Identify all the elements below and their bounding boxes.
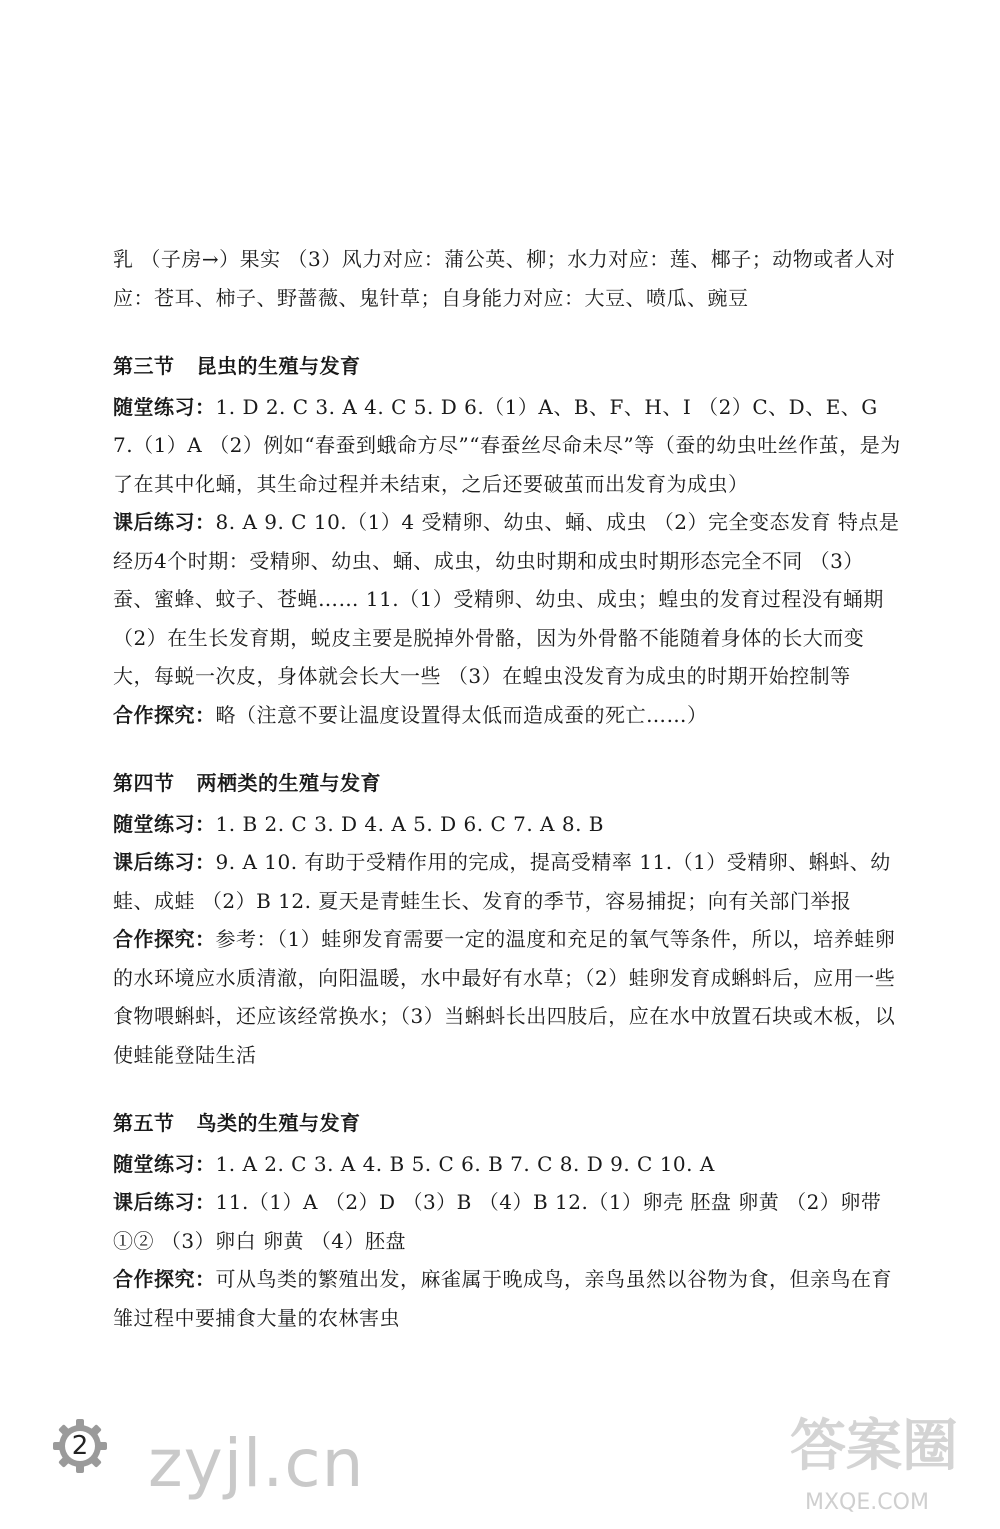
- block-text: 参考：（1）蛙卵发育需要一定的温度和充足的氧气等条件，所以，培养蛙卵的水环境应水质清澈，向阳温暖，水中最好有水草；（2）蛙卵发育成蝌蚪后，应用一些食物喂蝌蚪，还应该经常换水；（3）当蝌蚪长出四肢后，应在水中放置石块或木板，以使蛙能登陆生活: [113, 927, 896, 1067]
- section-title: [113, 347, 903, 386]
- answer-block: [113, 1260, 903, 1337]
- answer-block: [113, 503, 903, 696]
- intro-line: 应：苍耳、柿子、野蔷薇、鬼针草；自身能力对应：大豆、喷瓜、豌豆: [113, 285, 749, 310]
- block-label: 随堂练习：: [113, 1151, 216, 1176]
- answer-block: [113, 920, 903, 1074]
- answer-block: [113, 843, 903, 920]
- section-3: [113, 347, 903, 734]
- block-text: 1. B 2. C 3. D 4. A 5. D 6. C 7. A 8. B: [215, 811, 604, 836]
- block-label: 随堂练习：: [113, 811, 216, 836]
- block-label: 合作探究：: [113, 927, 216, 951]
- block-text: 9. A 10. 有助于受精作用的完成，提高受精率 11.（1）受精卵、蝌蚪、幼蛙、成蛙 （2）B 12. 夏天是青蛙生长、发育的季节，容易捕捉；向有关部门举报: [113, 850, 891, 913]
- intro-line: 乳 （子房→）果实 （3）风力对应：蒲公英、柳；水力对应：莲、椰子；动物或者人对: [113, 247, 896, 271]
- answer-block: [113, 1183, 903, 1260]
- section-title: [113, 1104, 903, 1143]
- section-name: 两栖类的生殖与发育: [196, 771, 381, 795]
- block-text: 1. A 2. C 3. A 4. B 5. C 6. B 7. C 8. D 9. C 10. A: [215, 1151, 715, 1176]
- section-number: 第三节: [113, 354, 175, 378]
- section-number: 第四节: [113, 771, 175, 795]
- section-4: [113, 764, 903, 1074]
- watermark-left: zyjl.cn: [148, 1425, 365, 1502]
- page-number-badge: [52, 1418, 108, 1474]
- answer-block: [113, 1145, 903, 1184]
- answer-content: [113, 240, 903, 1337]
- block-label: 课后练习：: [113, 510, 216, 534]
- watermark-right: 答案圈: [790, 1414, 958, 1479]
- answer-block: [113, 388, 903, 504]
- section-title: [113, 764, 903, 803]
- section-5: [113, 1104, 903, 1337]
- answer-block: [113, 805, 903, 844]
- block-text: 略（注意不要让温度设置得太低而造成蚕的死亡……）: [215, 702, 708, 727]
- watermark-right-url: MXQE.COM: [805, 1490, 929, 1515]
- block-text: 1. D 2. C 3. A 4. C 5. D 6.（1）A、B、F、H、I （2）C、D、E、G 7.（1）A （2）例如“春蚕到蛾命方尽”“春蚕丝尽命未尽”等（蚕的幼虫吐丝作茧，是为了在其中化蛹，其生命过程并未结束，之后还要破茧而出发育为成虫）: [113, 394, 901, 496]
- block-label: 课后练习：: [113, 1190, 216, 1214]
- page-number: 2: [71, 1431, 89, 1461]
- block-label: 课后练习：: [113, 850, 216, 874]
- block-label: 合作探究：: [113, 1267, 216, 1291]
- block-label: 随堂练习：: [113, 394, 216, 419]
- section-number: 第五节: [113, 1111, 175, 1135]
- block-label: 合作探究：: [113, 702, 216, 727]
- answer-block: [113, 696, 903, 735]
- block-text: 11.（1）A （2）D （3）B （4）B 12.（1）卵壳 胚盘 卵黄 （2）卵带 ①② （3）卵白 卵黄 （4）胚盘: [113, 1190, 882, 1253]
- block-text: 8. A 9. C 10.（1）4 受精卵、幼虫、蛹、成虫 （2）完全变态发育 特点是经历4个时期：受精卵、幼虫、蛹、成虫，幼虫时期和成虫时期形态完全不同 （3）蚕、蜜蜂、蚊子、苍蝇…… 11.（1）受精卵、幼虫、成虫；蝗虫的发育过程没有蛹期 （2）在生长发育期，蜕皮主要是脱掉外骨骼，因为外骨骼不能随着身体的长大而变大，每蜕一次皮，身体就会长大一些 （3）在蝗虫没发育为成虫的时期开始控制等: [113, 510, 900, 688]
- section-name: 昆虫的生殖与发育: [196, 354, 361, 378]
- section-name: 鸟类的生殖与发育: [196, 1111, 361, 1135]
- block-text: 可从鸟类的繁殖出发，麻雀属于晚成鸟，亲鸟虽然以谷物为食，但亲鸟在育雏过程中要捕食大量的农林害虫: [113, 1267, 892, 1330]
